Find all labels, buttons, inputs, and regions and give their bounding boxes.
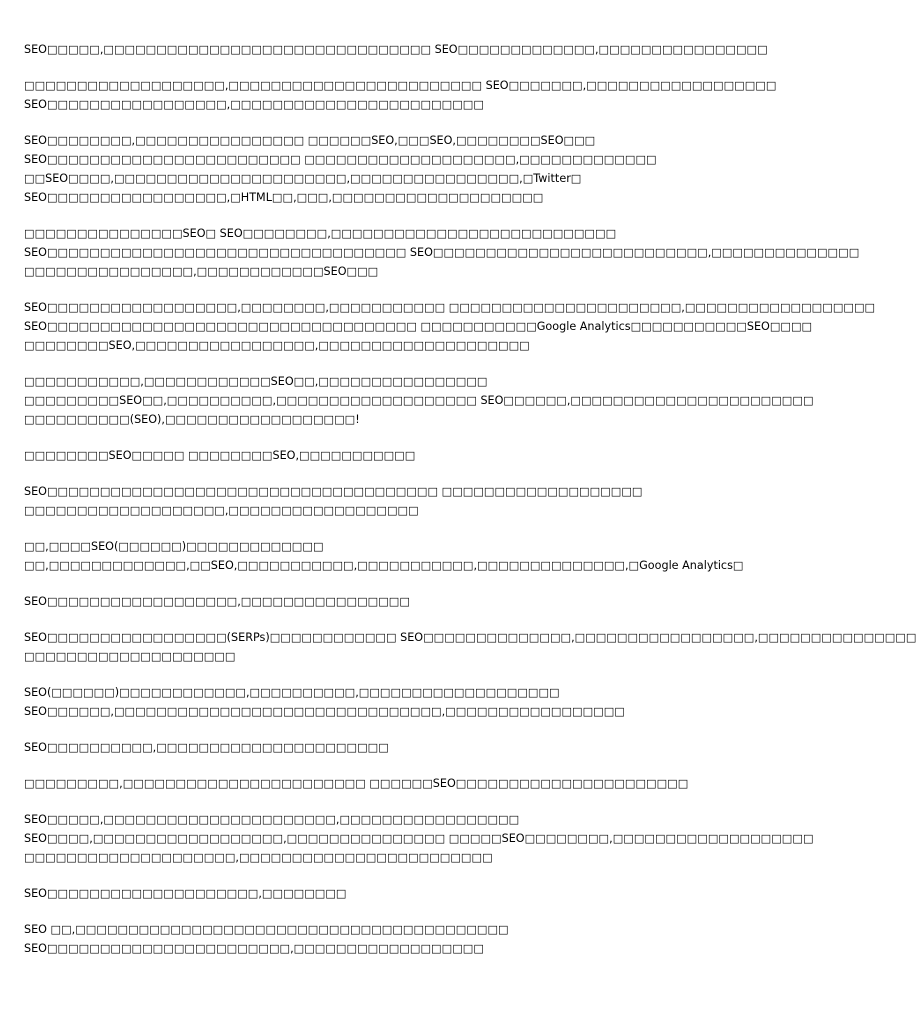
text-line: SEO□□□□□□,□□□□□□□□□□□□□□□□□□□□□□□□□□□□□□□,□□□□□□□□□□□□□□□□□ [24, 705, 625, 718]
text-line: SEO□□□□□,□□□□□□□□□□□□□□□□□□□□□□□□□□□□□□□ SEO□□□□□□□□□□□□□,□□□□□□□□□□□□□□□□ [24, 43, 768, 56]
text-line: □□,□□□□□□□□□□□□□,□□SEO,□□□□□□□□□□□,□□□□□□□□□□□,□□□□□□□□□□□□□□,□Google Analytics□ [24, 559, 744, 572]
text-line: SEO□□□□□□□□□□□□□□□□□□□□□□□□□□□□□□□□□□□□□ □□□□□□□□□□□□□□□□□□□ [24, 485, 643, 498]
paragraph [24, 884, 696, 903]
text-line: □□□□□□□□SEO□□□□□ □□□□□□□□SEO,□□□□□□□□□□□ [24, 449, 416, 462]
text-line: SEO□□□□□□□□,□□□□□□□□□□□□□□□□ □□□□□□SEO,□□□SEO,□□□□□□□□SEO□□□ [24, 134, 596, 147]
text-line: SEO□□□□□□□□□□□□□□□□□□□□,□□□□□□□□ [24, 887, 347, 900]
paragraph [24, 592, 696, 611]
paragraph [24, 224, 860, 281]
text-line: SEO□□□□□□□□□□□□□□□□□□□□□□□□□□□□□□□□□□ SEO□□□□□□□□□□□□□□□□□□□□□□□□□□,□□□□□□□□□□□□□□ [24, 246, 860, 259]
paragraph [24, 683, 696, 721]
paragraph [24, 76, 777, 114]
paragraph [24, 131, 696, 207]
text-line: □□SEO□□□□,□□□□□□□□□□□□□□□□□□□□□□,□□□□□□□□□□□□□□□□,□Twitter□ [24, 172, 582, 185]
text-line: □□□□□□□□□SEO□□,□□□□□□□□□□,□□□□□□□□□□□□□□□□□□□ SEO□□□□□□,□□□□□□□□□□□□□□□□□□□□□□□ [24, 394, 814, 407]
text-line: SEO□□□□□□□□□□□□□□□□□□□□□□□□ □□□□□□□□□□□□□□□□□□□□,□□□□□□□□□□□□□ [24, 153, 657, 166]
paragraph [24, 738, 696, 757]
text-line: □□□□□□□□□□□□□□□□□□□,□□□□□□□□□□□□□□□□□□□□□□□□ SEO□□□□□□□,□□□□□□□□□□□□□□□□□□ [24, 79, 777, 92]
paragraph [24, 446, 696, 465]
text-line: SEO□□□□□□□□□□□□□□□□□,□HTML□□,□□□,□□□□□□□□□□□□□□□□□□□□ [24, 191, 544, 204]
text-line: □□□□□□□□□□□□□□□□□□□□ [24, 650, 236, 663]
text-line: SEO□□□□□□□□□□□□□□□□□□□□□□□□□□□□□□□□□□□ □□□□□□□□□□□Google Analytics□□□□□□□□□□□SEO□□□□ [24, 320, 813, 333]
text-line: □□□□□□□□□□□□□□□□□□□,□□□□□□□□□□□□□□□□□□ [24, 504, 419, 517]
text-line: □□□□□□□□□□□□□□□□□□□□,□□□□□□□□□□□□□□□□□□□□□□□□ [24, 851, 493, 864]
text-line: □□□□□□□□□□□,□□□□□□□□□□□□SEO□□,□□□□□□□□□□□□□□□□ [24, 375, 488, 388]
paragraph [24, 628, 916, 666]
text-line: SEO□□□□□,□□□□□□□□□□□□□□□□□□□□□□,□□□□□□□□□□□□□□□□□ [24, 813, 520, 826]
document-body [24, 40, 916, 975]
text-line: SEO □□,□□□□□□□□□□□□□□□□□□□□□□□□□□□□□□□□□□□□□□□□□ [24, 923, 509, 936]
paragraph [24, 920, 696, 958]
paragraph [24, 372, 814, 429]
paragraph [24, 774, 696, 793]
paragraph [24, 482, 696, 520]
text-line: □□□□□□□□□□(SEO),□□□□□□□□□□□□□□□□□□! [24, 413, 360, 426]
text-line: □□□□□□□□□□□□□□□□,□□□□□□□□□□□□SEO□□□ [24, 265, 379, 278]
text-line: SEO□□□□□□□□□□□□□□□□□(SERPs)□□□□□□□□□□□□ SEO□□□□□□□□□□□□□□,□□□□□□□□□□□□□□□□□,□□□□□□□□□□□□□□□ [24, 631, 916, 644]
text-line: SEO□□□□□□□□□□,□□□□□□□□□□□□□□□□□□□□□□ [24, 741, 389, 754]
paragraph [24, 537, 744, 575]
text-line: SEO□□□□□□□□□□□□□□□□□□□□□□□,□□□□□□□□□□□□□□□□□□ [24, 942, 484, 955]
paragraph [24, 810, 814, 867]
text-line: SEO□□□□□□□□□□□□□□□□□□,□□□□□□□□□□□□□□□□ [24, 595, 410, 608]
text-line: □□□□□□□□□,□□□□□□□□□□□□□□□□□□□□□□□ □□□□□□SEO□□□□□□□□□□□□□□□□□□□□□□ [24, 777, 689, 790]
text-line: SEO□□□□□□□□□□□□□□□□□□,□□□□□□□□,□□□□□□□□□□□ □□□□□□□□□□□□□□□□□□□□□□,□□□□□□□□□□□□□□□□□□ [24, 301, 876, 314]
paragraph [24, 40, 768, 59]
text-line: SEO□□□□,□□□□□□□□□□□□□□□□□□,□□□□□□□□□□□□□□□ □□□□□SEO□□□□□□□□,□□□□□□□□□□□□□□□□□□□ [24, 832, 814, 845]
text-line: SEO□□□□□□□□□□□□□□□□□,□□□□□□□□□□□□□□□□□□□□□□□□ [24, 98, 484, 111]
text-line: □□,□□□□SEO(□□□□□□)□□□□□□□□□□□□□ [24, 540, 324, 553]
text-line: □□□□□□□□SEO,□□□□□□□□□□□□□□□□□,□□□□□□□□□□□□□□□□□□□□ [24, 339, 530, 352]
paragraph [24, 298, 876, 355]
text-line: □□□□□□□□□□□□□□□SEO□ SEO□□□□□□□□,□□□□□□□□□□□□□□□□□□□□□□□□□□□ [24, 227, 617, 240]
text-line: SEO(□□□□□□)□□□□□□□□□□□□,□□□□□□□□□□,□□□□□□□□□□□□□□□□□□□ [24, 686, 560, 699]
